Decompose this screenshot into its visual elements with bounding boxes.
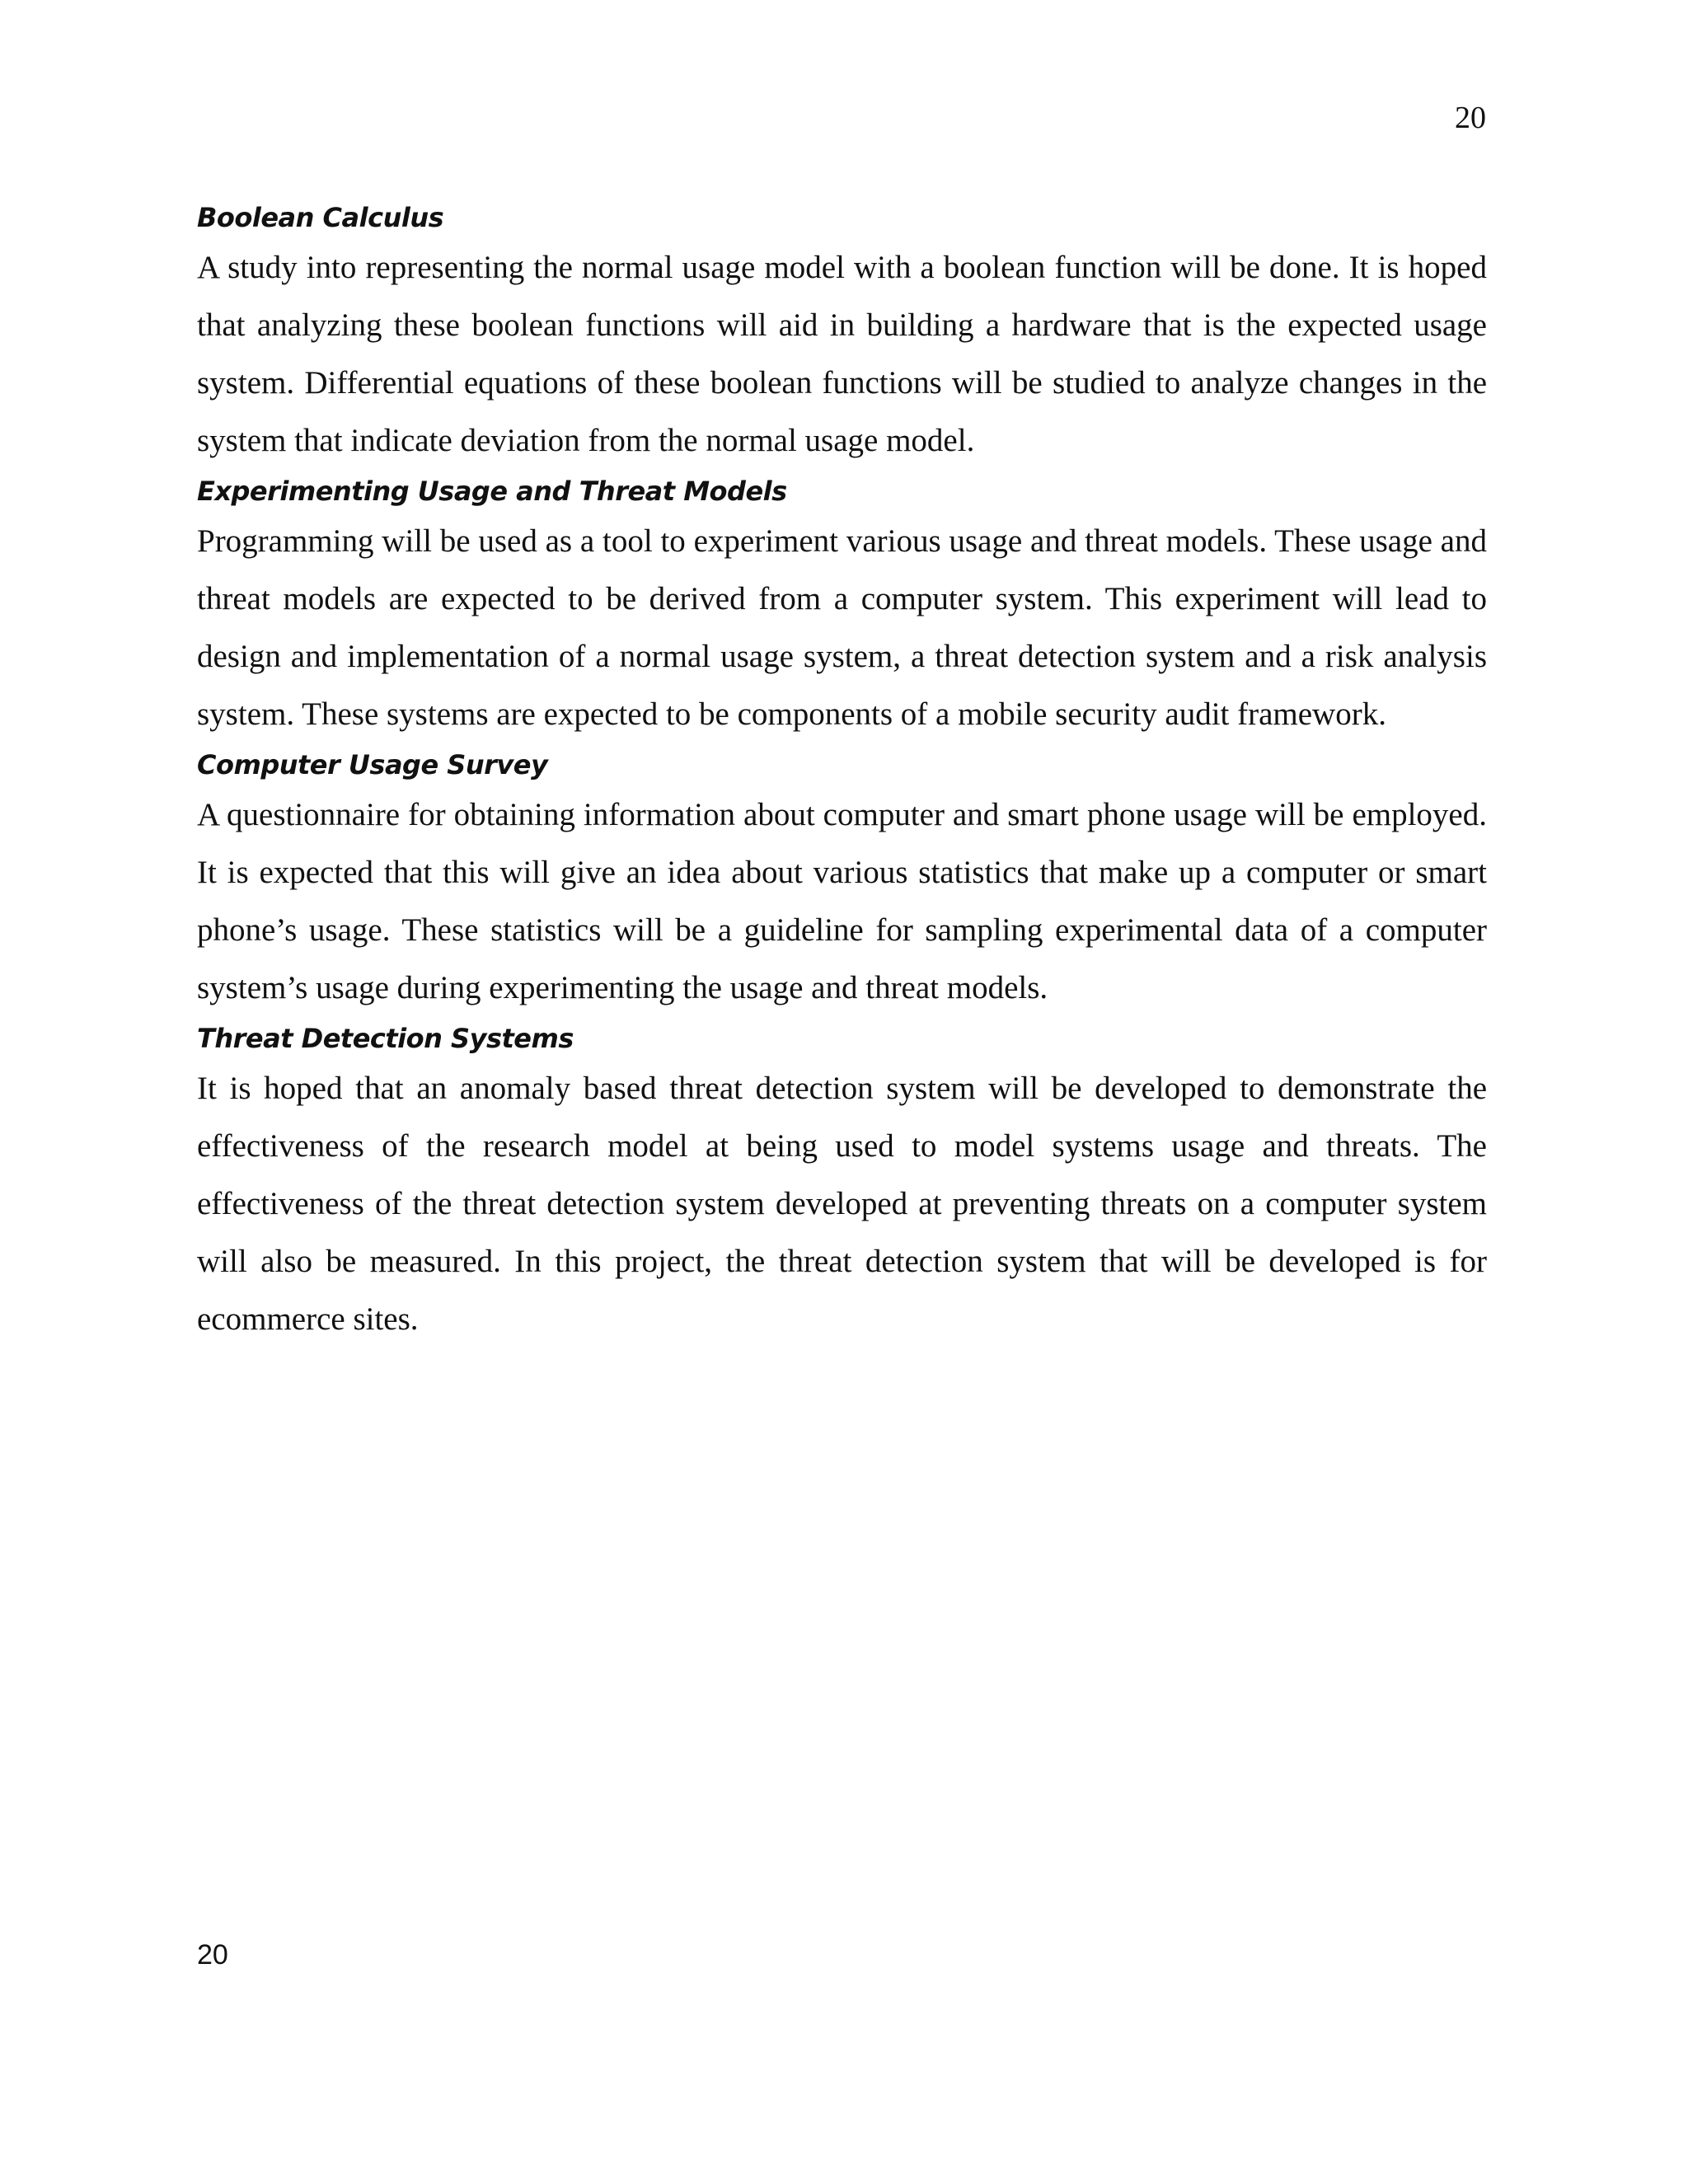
section-heading: Boolean Calculus [197,202,444,233]
section-heading: Threat Detection Systems [197,1023,574,1054]
section-paragraph: It is hoped that an anomaly based threat detection system will be developed to demonstrate the effectiveness of the research model at being used to model systems usage and threats. The effectiveness of the threat detection system developed at preventing threats on a computer system will also be measured. In this project, the threat detection system that will be developed is for ecommerce sites. [197,1071,1487,1337]
section-paragraph: A study into representing the normal usage model with a boolean function will be done. It is hoped that analyzing these boolean functions will aid in building a hardware that is the expected usage system. Differential equations of these boolean functions will be studied to analyze changes in the system that indicate deviation from the normal usage model. [197,250,1487,458]
section-heading: Experimenting Usage and Threat Models [197,476,787,507]
section-heading: Computer Usage Survey [197,749,548,780]
section-computer-usage-survey [197,743,1487,1017]
section-boolean-calculus [197,196,1487,470]
section-paragraph: A questionnaire for obtaining information about computer and smart phone usage will be employed. It is expected that this will give an idea about various statistics that make up a computer or smart phone’s usage. These statistics will be a guideline for sampling experimental data of a computer system’s usage during experimenting the usage and threat models. [197,797,1487,1005]
section-threat-detection-systems [197,1017,1487,1348]
section-experimenting-usage [197,470,1487,743]
page-number-header: 20 [1455,101,1486,135]
section-paragraph: Programming will be used as a tool to experiment various usage and threat models. These usage and threat models are expected to be derived from a computer system. This experiment will lead to design and implementation of a normal usage system, a threat detection system and a risk analysis system. These systems are expected to be components of a mobile security audit framework. [197,523,1487,732]
page-number-footer: 20 [197,1939,228,1971]
page-content [197,196,1487,1348]
